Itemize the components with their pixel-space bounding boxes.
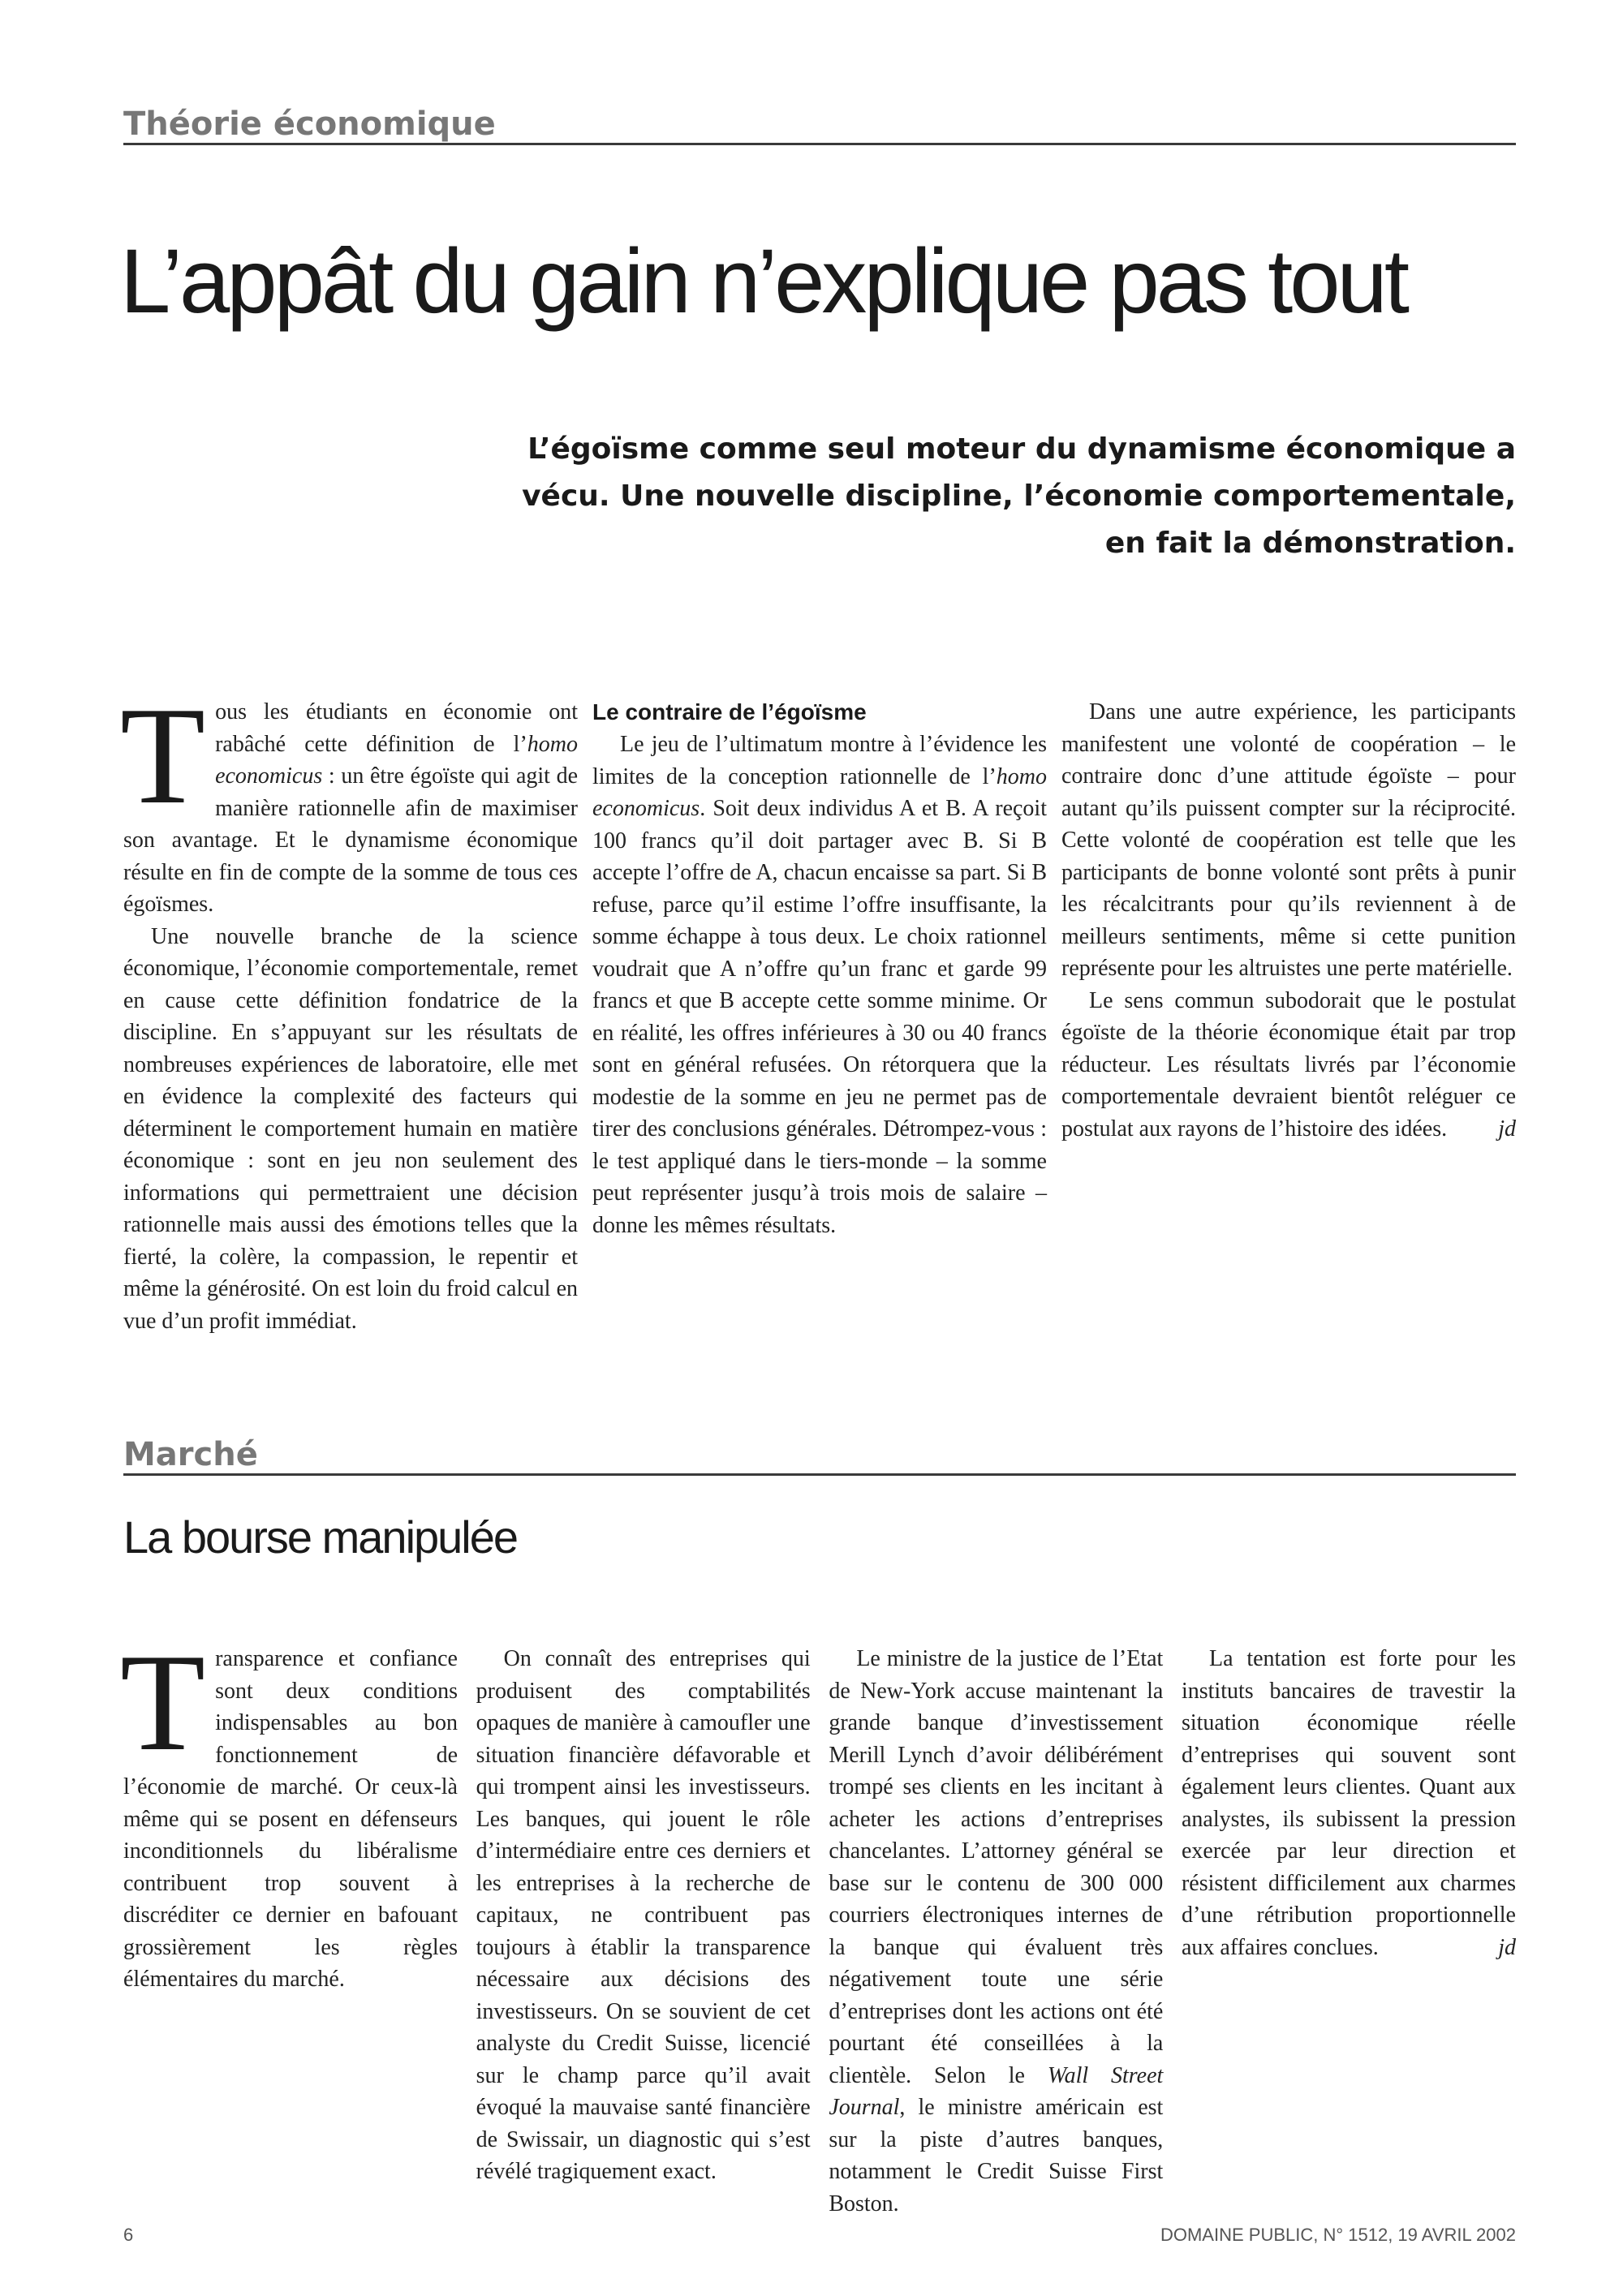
column-2 bbox=[592, 696, 1047, 1337]
column-1 bbox=[120, 1626, 458, 2220]
column-2 bbox=[476, 1643, 811, 2220]
column-3 bbox=[829, 1643, 1163, 2220]
section-kicker-marche: Marché bbox=[123, 1436, 1516, 1476]
article-title-2: La bourse manipulée bbox=[123, 1511, 518, 1563]
page-footer bbox=[123, 2225, 1516, 2246]
drop-cap: T bbox=[120, 679, 206, 833]
paragraph: Dans une autre expérience, les participants manifestent une volonté de coopération – le contraire donc d’une attitude égoïste – pour autant qu’ils puissent compter sur la réciprocité. Cette volonté de coopération est telle que les participants de bonne volonté sont prêts à punir les récalcitrants pour qu’ils reviennent à de meilleurs sentiments, même si cette punition représente pour les altruistes une perte matérielle. bbox=[1061, 699, 1516, 981]
signature: jd bbox=[1498, 1116, 1516, 1142]
article-title: L’appât du gain n’explique pas tout bbox=[120, 230, 1406, 332]
signature: jd bbox=[1498, 1934, 1516, 1960]
page-number: 6 bbox=[123, 2225, 134, 2245]
article-body-columns-2 bbox=[120, 1626, 1516, 2220]
article-lead: L’égoïsme comme seul moteur du dynamisme économique a vécu. Une nouvelle discipline, l’économie comportementale, en fait la démonstration. bbox=[522, 432, 1516, 560]
drop-cap: T bbox=[120, 1626, 206, 1780]
paragraph: Transparence et confiance sont deux conditions indispensables au bon fonctionnement de l’économie de marché. Or ceux-là même qui se posent en défenseurs inconditionnels du libéralisme contribuent trop souvent à discréditer ce dernier en bafouant grossièrement les règles élémentaires du marché. bbox=[120, 1626, 458, 1992]
paragraph: Tous les étudiants en économie ont rabâché cette définition de l’homo economicus : un être égoïste qui agit de manière rationnelle afin de maximiser son avantage. Et le dynamisme économique résulte en fin de compte de la somme de tous ces égoïsmes. bbox=[120, 679, 578, 917]
paragraph: Le sens commun subodorait que le postulat égoïste de la théorie économique était par trop réducteur. Les résultats livrés par l’économie comportementale devraient bientôt reléguer ce postulat aux rayons de l’histoire des idées. jd bbox=[1061, 985, 1516, 1146]
column-4 bbox=[1182, 1643, 1516, 2220]
publication-info: DOMAINE PUBLIC, N° 1512, 19 AVRIL 2002 bbox=[1160, 2225, 1516, 2245]
section-kicker-theorie: Théorie économique bbox=[123, 105, 1516, 145]
paragraph: La tentation est forte pour les instituts bancaires de travestir la situation économique réelle d’entreprises qui souvent sont également leurs clientes. Quant aux analystes, ils subissent la pression exercée par leur direction et résistent difficilement aux charmes d’une rétribution proportionnelle aux affaires conclues. jd bbox=[1182, 1643, 1516, 1963]
paragraph: Le jeu de l’ultimatum montre à l’évidence les limites de la conception rationnelle de l’homo economicus. Soit deux individus A et B. A reçoit 100 francs qu’il doit partager avec B. Si B accepte l’offre de A, chacun encaisse sa part. Si B refuse, parce qu’il estime l’offre insuffisante, la somme échappe à tous deux. Le choix rationnel voudrait que A n’offre qu’un franc et garde 99 francs et que B accepte cette somme minime. Or en réalité, les offres inférieures à 30 ou 40 francs sont en général refusées. On rétorquera que la modestie de la somme en jeu ne permet pas de tirer des conclusions générales. Détrompez-vous : le test appliqué dans le tiers-monde – la somme peut représenter jusqu’à trois mois de salaire – donne les mêmes résultats. bbox=[592, 732, 1047, 1238]
subheading: Le contraire de l’égoïsme bbox=[592, 699, 867, 724]
article-body-columns bbox=[120, 679, 1516, 1337]
paragraph: Le ministre de la justice de l’Etat de New-York accuse maintenant la grande banque d’investissement Merill Lynch d’avoir délibérément trompé ses clients en les incitant à acheter les actions d’entreprises chancelantes. L’attorney général se base sur le contenu de 300 000 courriers électroniques internes de la banque qui évaluent très négativement toute une série d’entreprises dont les actions ont été pourtant été conseillées à la clientèle. Selon le Wall Street Journal, le ministre américain est sur la piste d’autres banques, notamment le Credit Suisse First Boston. bbox=[829, 1646, 1164, 2216]
paragraph: On connaît des entreprises qui produisent des comptabilités opaques de manière à camoufler une situation financière défavorable et qui trompent ainsi les investisseurs. Les banques, qui jouent le rôle d’intermédiaire entre ces derniers et les entreprises à la recherche de capitaux, ne contribuent pas toujours à établir la transparence nécessaire aux décisions des investisseurs. On se souvient de cet analyste du Credit Suisse, licencié sur le champ parce qu’il avait évoqué la mauvaise santé financière de Swissair, un diagnostic qui s’est révélé tragiquement exact. bbox=[476, 1646, 811, 2184]
column-3 bbox=[1061, 696, 1516, 1337]
paragraph: Une nouvelle branche de la science économique, l’économie comportementale, remet en cause cette définition fondatrice de la discipline. En s’appuyant sur les résultats de nombreuses expériences de laboratoire, elle met en évidence la complexité des facteurs qui déterminent le comportement humain en matière économique : sont en jeu non seulement des informations qui permettraient une décision rationnelle mais aussi des émotions telles que la fierté, la colère, la compassion, le repentir et même la générosité. On est loin du froid calcul en vue d’un profit immédiat. bbox=[123, 923, 578, 1334]
column-1 bbox=[120, 679, 578, 1337]
